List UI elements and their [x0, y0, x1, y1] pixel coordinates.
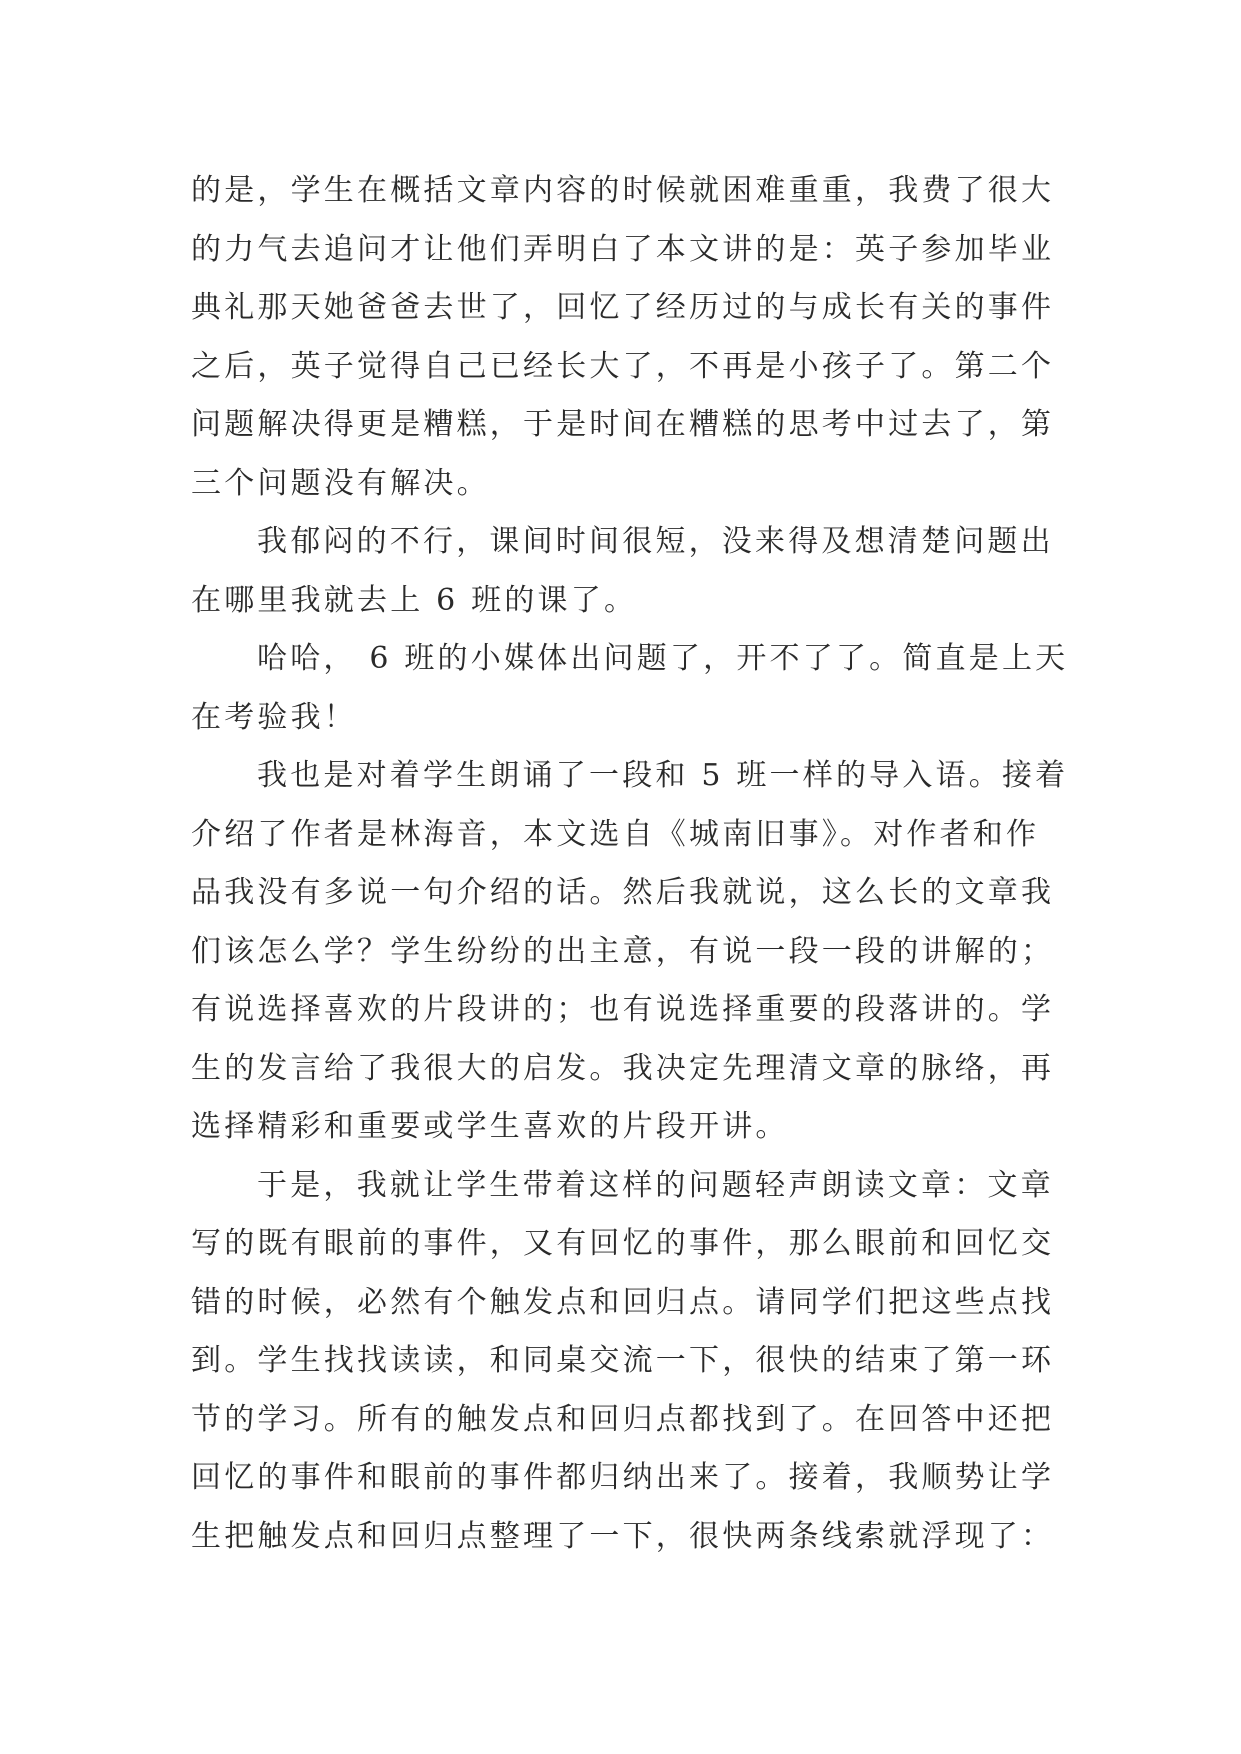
text-line: 三个问题没有解决。 [191, 465, 490, 501]
text-line: 到。学生找找读读，和同桌交流一下，很快的结束了第一环 [191, 1343, 1055, 1378]
text-line: 介绍了作者是林海音，本文选自《城南旧事》。对作者和作 [191, 816, 1040, 852]
text-line: 品我没有多说一句介绍的话。然后我就说，这么长的文章我 [191, 875, 1055, 910]
document-body [191, 162, 1069, 1566]
text-line: 我也是对着学生朗诵了一段和 5 班一样的导入语。接着 [257, 758, 1069, 793]
text-line: 有说选择喜欢的片段讲的；也有说选择重要的段落讲的。学 [191, 992, 1055, 1027]
text-line: 写的既有眼前的事件，又有回忆的事件，那么眼前和回忆交 [191, 1226, 1055, 1261]
text-line: 的是，学生在概括文章内容的时候就困难重重，我费了很大 [191, 173, 1055, 208]
paragraph [191, 630, 1069, 747]
text-line: 节的学习。所有的触发点和回归点都找到了。在回答中还把 [191, 1401, 1055, 1437]
text-line: 们该怎么学？学生纷纷的出主意，有说一段一段的讲解的； [191, 933, 1055, 969]
text-line: 错的时候，必然有个触发点和回归点。请同学们把这些点找 [191, 1284, 1055, 1320]
paragraph [191, 162, 1061, 513]
paragraph [191, 747, 1069, 1157]
text-line: 之后，英子觉得自己已经长大了，不再是小孩子了。第二个 [191, 348, 1055, 384]
paragraph [191, 1157, 1061, 1567]
text-line: 问题解决得更是糟糕，于是时间在糟糕的思考中过去了，第 [191, 407, 1055, 442]
text-line: 哈哈， 6 班的小媒体出问题了，开不了了。简直是上天 [257, 641, 1069, 676]
text-line: 在哪里我就去上 6 班的课了。 [191, 582, 638, 618]
text-line: 回忆的事件和眼前的事件都归纳出来了。接着，我顺势让学 [191, 1460, 1055, 1495]
text-line: 于是，我就让学生带着这样的问题轻声朗读文章：文章 [257, 1167, 1054, 1203]
text-line: 在考验我！ [191, 699, 357, 735]
text-line: 典礼那天她爸爸去世了，回忆了经历过的与成长有关的事件 [191, 290, 1055, 325]
text-line: 选择精彩和重要或学生喜欢的片段开讲。 [191, 1109, 789, 1144]
text-line: 我郁闷的不行，课间时间很短，没来得及想清楚问题出 [257, 524, 1054, 559]
paragraph [191, 513, 1061, 630]
text-line: 生把触发点和回归点整理了一下，很快两条线索就浮现了： [191, 1518, 1055, 1554]
text-line: 的力气去追问才让他们弄明白了本文讲的是：英子参加毕业 [191, 231, 1055, 267]
text-line: 生的发言给了我很大的启发。我决定先理清文章的脉络，再 [191, 1050, 1055, 1086]
